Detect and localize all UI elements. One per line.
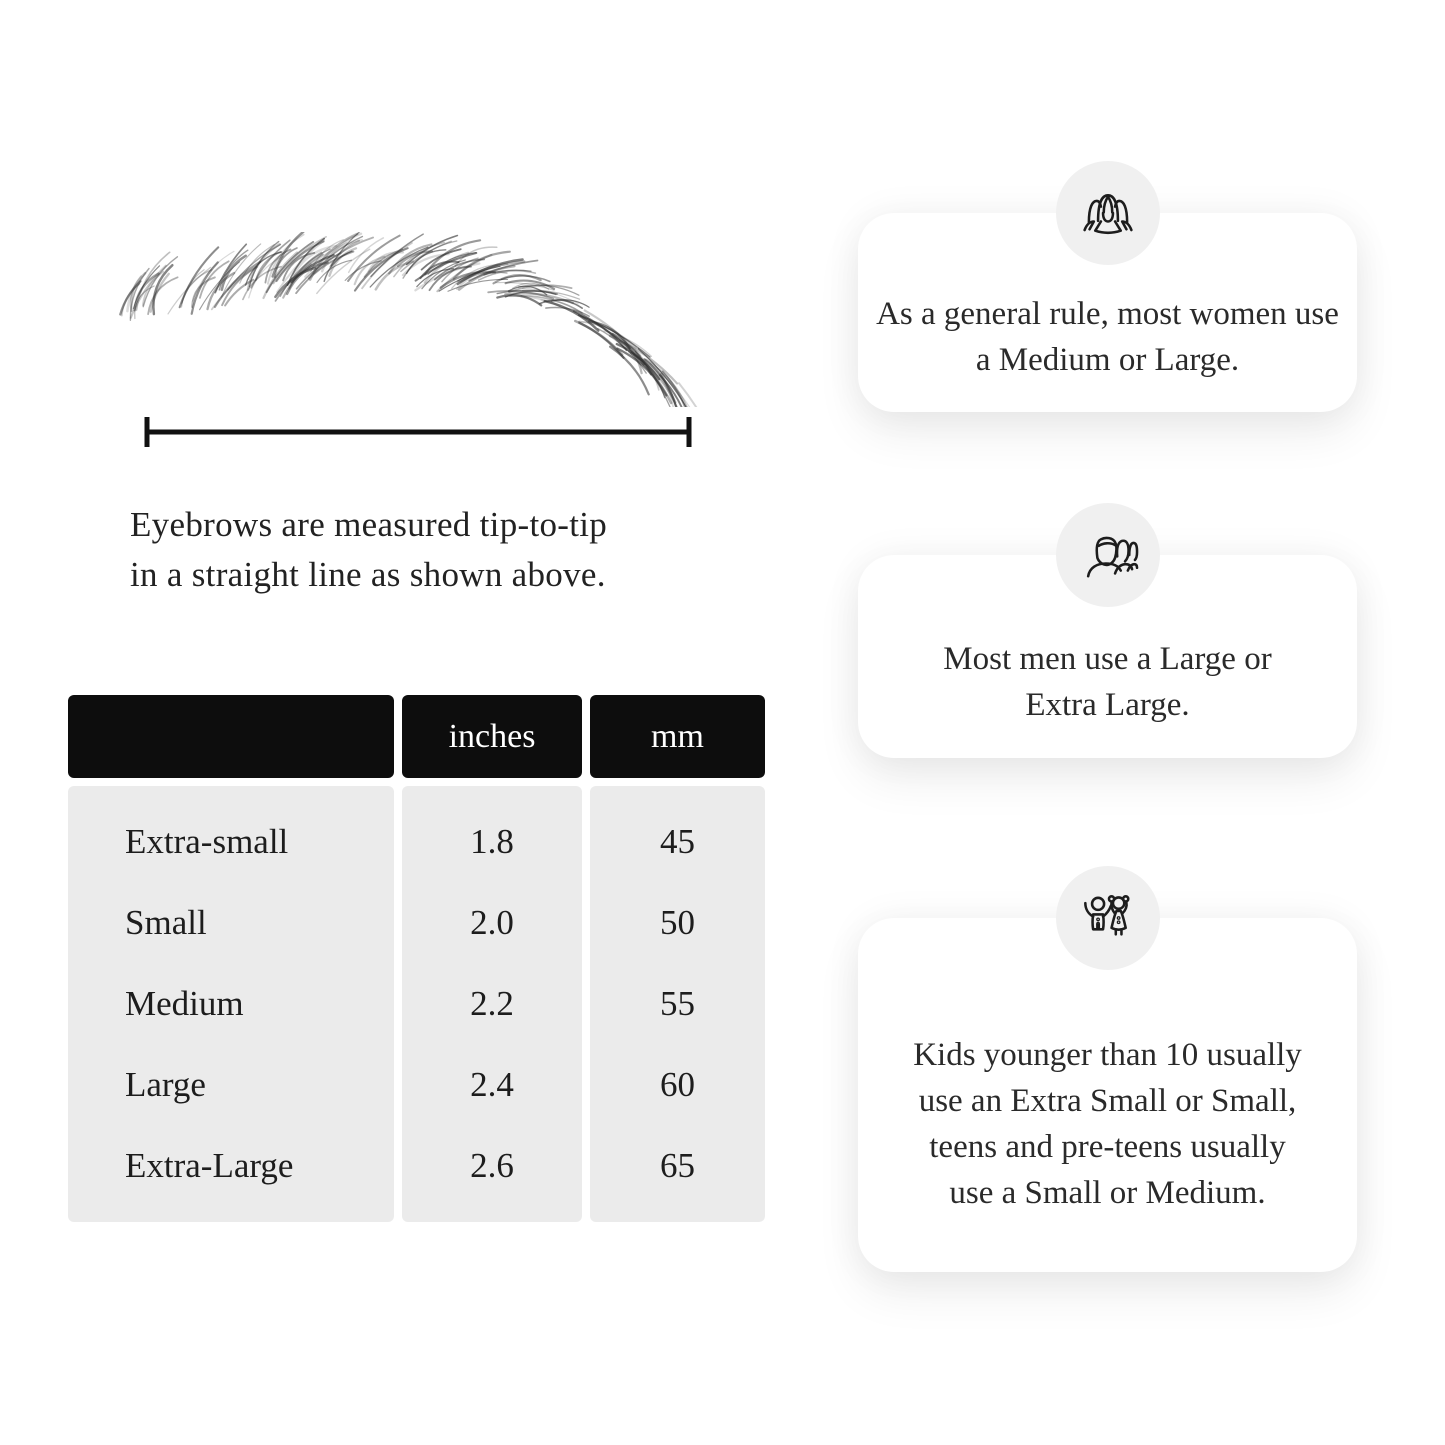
- info-card-men: [858, 555, 1357, 758]
- measurement-caption: [130, 500, 750, 600]
- size-name-cell: Small: [125, 903, 207, 943]
- mm-cell: 45: [660, 822, 695, 862]
- mm-cell: 50: [660, 903, 695, 943]
- caption-line-2: in a straight line as shown above.: [130, 555, 606, 594]
- card-text-men: Most men use a Large or Extra Large.: [943, 640, 1272, 723]
- mm-cell: 55: [660, 983, 695, 1023]
- inches-column: [402, 786, 582, 1222]
- mm-cell: 60: [660, 1064, 695, 1104]
- inches-cell: 2.4: [470, 1064, 514, 1104]
- eyebrow-illustration: [115, 232, 705, 407]
- size-name-cell: Medium: [125, 983, 244, 1023]
- inches-cell: 2.0: [470, 903, 514, 943]
- info-card-kids: [858, 918, 1357, 1272]
- women-group-icon: [1056, 161, 1160, 265]
- header-cell-size: [68, 695, 394, 778]
- mm-column: [590, 786, 765, 1222]
- inches-cell: 2.6: [470, 1145, 514, 1185]
- men-group-icon: [1056, 503, 1160, 607]
- size-table-body: [68, 786, 765, 1222]
- children-icon: [1056, 866, 1160, 970]
- card-text-women: As a general rule, most women use a Medium or Large.: [876, 295, 1339, 378]
- measurement-line: [133, 412, 703, 452]
- header-cell-mm: mm: [590, 695, 765, 778]
- card-text-kids: Kids younger than 10 usually use an Extra Small or Small, teens and pre-teens usually use a Small or Medium.: [913, 1037, 1302, 1211]
- size-table-header: [68, 695, 765, 778]
- inches-cell: 2.2: [470, 983, 514, 1023]
- size-name-cell: Large: [125, 1064, 206, 1104]
- size-table: [68, 695, 765, 1222]
- size-name-cell: Extra-small: [125, 822, 289, 862]
- caption-line-1: Eyebrows are measured tip-to-tip: [130, 505, 608, 544]
- size-name-cell: Extra-Large: [125, 1145, 294, 1185]
- size-name-column: [68, 786, 394, 1222]
- header-cell-inches: inches: [402, 695, 582, 778]
- info-card-women: [858, 213, 1357, 412]
- mm-cell: 65: [660, 1145, 695, 1185]
- inches-cell: 1.8: [470, 822, 514, 862]
